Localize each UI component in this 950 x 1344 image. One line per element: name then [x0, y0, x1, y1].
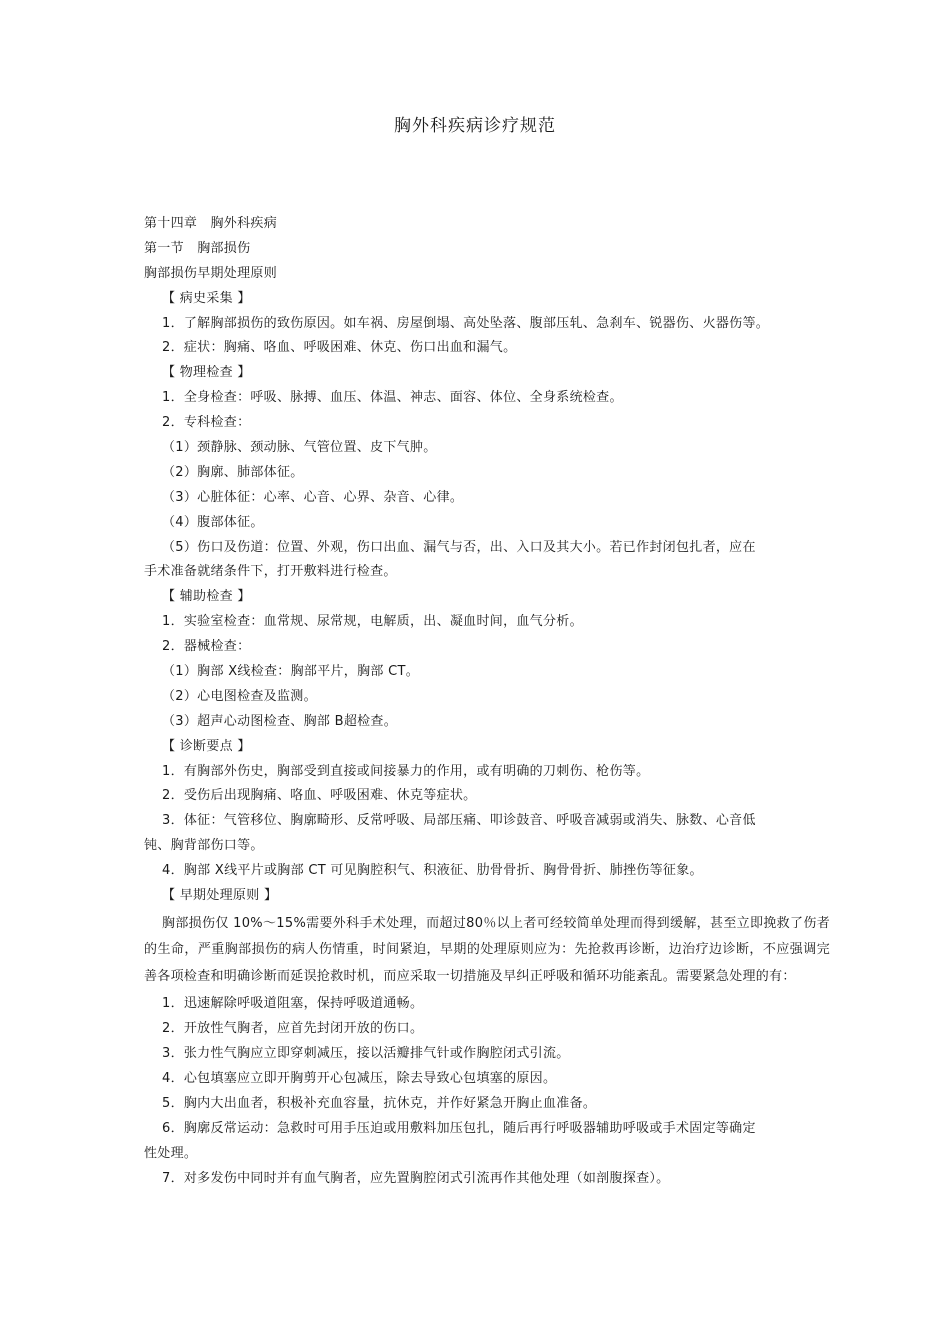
text-line: 1．迅速解除呼吸道阻塞，保持呼吸道通畅。: [162, 996, 424, 1012]
text-line: 钝、胸背部伤口等。: [144, 838, 264, 854]
text-line: 1．全身检查：呼吸、脉搏、血压、体温、神志、面容、体位、全身系统检查。: [162, 390, 623, 406]
text-line: 2．专科检查：: [162, 415, 251, 431]
text-line: 1．有胸部外伤史，胸部受到直接或间接暴力的作用，或有明确的刀刺伤、枪伤等。: [162, 763, 650, 779]
text-line: 【 物理检查 】: [162, 365, 251, 381]
text-line: 第一节 胸部损伤: [144, 240, 251, 256]
text-line: 【 辅助检查 】: [162, 589, 251, 605]
document-body: [144, 212, 834, 1192]
text-line: 【 早期处理原则 】: [162, 888, 278, 904]
text-line: 性处理。: [144, 1145, 198, 1161]
text-line: 【 诊断要点 】: [162, 738, 251, 754]
text-line: 3．张力性气胸应立即穿刺减压，接以活瓣排气针或作胸腔闭式引流。: [162, 1046, 570, 1062]
emergency-treatment-list: [144, 992, 834, 1191]
early-treatment-paragraph: 胸部损伤仅 10%～15%需要外科手术处理，而超过80％以上者可经较简单处理而得到缓解，甚至立即挽救了伤者的生命，严重胸部损伤的病人伤情重，时间紧迫，早期的处理原则应为：先抢救再诊断，边治疗边诊断，不应强调完善各项检查和明确诊断而延误抢救时机，而应采取一切措施及早纠正呼吸和循环功能紊乱。需要紧急处理的有：: [144, 915, 830, 984]
text-line: 1．实验室检查：血常规、尿常规，电解质，出、凝血时间，血气分析。: [162, 614, 583, 630]
text-line: 第十四章 胸外科疾病: [144, 216, 278, 231]
text-line: 胸部损伤早期处理原则: [144, 265, 278, 281]
text-line: （1）颈静脉、颈动脉、气管位置、皮下气肿。: [162, 440, 437, 456]
text-line: 1．了解胸部损伤的致伤原因。如车祸、房屋倒塌、高处坠落、腹部压轧、急刹车、锐器伤、火器伤等。: [162, 315, 770, 331]
text-line: 【 病史采集 】: [162, 290, 251, 306]
text-line: 2．症状：胸痛、咯血、呼吸困难、休克、伤口出血和漏气。: [162, 340, 517, 356]
text-line: 2．开放性气胸者，应首先封闭开放的伤口。: [162, 1021, 424, 1037]
text-line: 4．胸部 X线平片或胸部 CT 可见胸腔积气、积液征、肋骨骨折、胸骨骨折、肺挫伤等征象。: [162, 863, 703, 879]
text-line: （3）心脏体征：心率、心音、心界、杂音、心律。: [162, 489, 464, 505]
text-line: （5）伤口及伤道：位置、外观，伤口出血、漏气与否，出、入口及其大小。若已作封闭包扎者，应在: [162, 539, 756, 555]
text-line: （2）心电图检查及监测。: [162, 688, 317, 704]
text-line: （1）胸部 X线检查：胸部平片，胸部 CT。: [162, 664, 420, 680]
text-line: 5．胸内大出血者，积极补充血容量，抗休克，并作好紧急开胸止血准备。: [162, 1096, 597, 1111]
text-line: 6．胸廓反常运动：急救时可用手压迫或用敷料加压包扎，随后再行呼吸器辅助呼吸或手术固定等确定: [162, 1120, 756, 1136]
text-line: （4）腹部体征。: [162, 514, 264, 530]
text-line: 2．器械检查：: [162, 639, 251, 655]
text-line: （3）超声心动图检查、胸部 B超检查。: [162, 713, 398, 729]
text-line: （2）胸廓、肺部体征。: [162, 464, 304, 480]
text-line: 3．体征：气管移位、胸廓畸形、反常呼吸、局部压痛、叩诊鼓音、呼吸音减弱或消失、脉数、心音低: [162, 813, 756, 829]
text-line: 4．心包填塞应立即开胸剪开心包减压，除去导致心包填塞的原因。: [162, 1071, 557, 1087]
document-title: 胸外科疾病诊疗规范: [394, 116, 556, 136]
text-line: 手术准备就绪条件下，打开敷料进行检查。: [144, 564, 397, 580]
section-lines: [144, 212, 834, 909]
text-line: 7．对多发伤中同时并有血气胸者，应先置胸腔闭式引流再作其他处理（如剖腹探查）。: [162, 1170, 670, 1186]
text-line: 2．受伤后出现胸痛、咯血、呼吸困难、休克等症状。: [162, 788, 477, 804]
